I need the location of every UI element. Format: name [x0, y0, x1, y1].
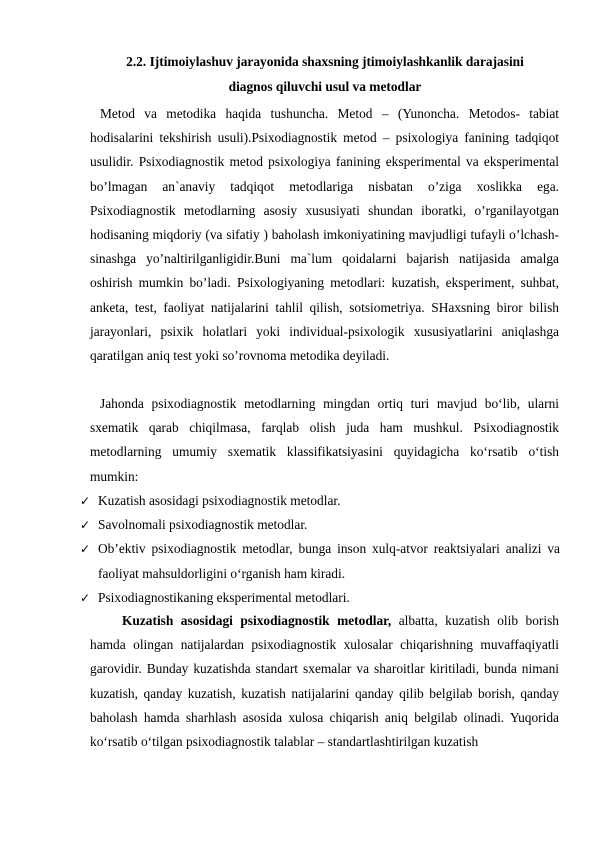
- list-item: ✓ Savolnomali psixodiagnostik metodlar.: [80, 513, 560, 537]
- section-heading-line-2: diagnos qiluvchi usul va metodlar: [228, 79, 422, 94]
- section-heading-line-1: 2.2. Ijtimoiylashuv jarayonida shaxsning jtimoiylashkanlik darajasini: [126, 54, 524, 69]
- checkmark-icon: ✓: [80, 494, 91, 508]
- list-item: ✓ Kuzatish asosidagi psixodiagnostik metodlar.: [80, 489, 560, 513]
- paragraph-text: albatta, kuzatish olib borish hamda olingan natijalardan psixodiagnostik xulosalar chiqarishning muvaffaqiyatli garovidir. Bunday kuzatishda standart sxemalar va sharoitlar kiritiladi, bunda nimani kuzatish, qanday kuzatish, kuzatish natijalarini qanday qilib belgilab borish, qanday baholash hamda sharhlash asosida xulosa chiqarish aniq belgilab olinadi. Yuqorida ko‘rsatib o‘tilgan psixodiagnostik talablar – standartlashtirilgan kuzatish: [90, 613, 559, 750]
- list-item: ✓ Ob’ektiv psixodiagnostik metodlar, bunga inson xulq-atvor reaktsiyalari analizi va faoliyat mahsuldorligini o‘rganish ham kiradi.: [80, 537, 560, 585]
- method-types-list: [80, 489, 560, 610]
- list-item: ✓ Psixodiagnostikaning eksperimental metodlari.: [80, 586, 560, 610]
- checkmark-icon: ✓: [80, 518, 91, 533]
- paragraph-text: Jahonda psixodiagnostik metodlarning mingdan ortiq turi mavjud bo‘lib, ularni sxematik qarab chiqilmasa, farqlab olish juda ham mushkul. Psixodiagnostik metodlarning umumiy sxematik klassifikatsiyasini quyidagicha ko‘rsatib o‘tish mumkin:: [90, 396, 559, 484]
- paragraph-classification-intro: [90, 392, 559, 489]
- checkmark-icon: ✓: [80, 542, 91, 557]
- checkmark-icon: ✓: [80, 590, 91, 605]
- bold-lead-term: Kuzatish asosidagi psixodiagnostik metodlar,: [122, 613, 392, 628]
- paragraph-text: Metod va metodika haqida tushuncha. Metod – (Yunoncha. Metodos- tabiat hodisalarini tekshirish usuli).Psixodiagnostik metod – psixologiya fanining tadqiqot usulidir. Psixodiagnostik metod psixologiya fanining eksperimental va eksperimental bo’lmagan an`anaviy tadqiqot metodlariga nisbatan o’ziga xoslikka ega. Psixodiagnostik metodlarning asosiy xususiyati shundan iboratki, o’rganilayotgan hodisaning miqdoriy (va sifatiy ) baholash imkoniyatining mavjudligi tufayli o’lchash-sinashga yo’naltirilganligidir.Buni ma`lum qoidalarni bajarish natijasida amalga oshirish mumkin bo’ladi. Psixologiyaning metodlari: kuzatish, eksperiment, suhbat, anketa, test, faoliyat natijalarini tahlil qilish, sotsiometriya. SHaxsning biror bilish jarayonlari, psixik holatlari yoki individual-psixologik xususiyatlarini aniqlashga qaratilgan aniq test yoki so’rovnoma metodika deyiladi.: [90, 106, 559, 364]
- paragraph-observation-methods: [90, 609, 559, 754]
- paragraph-method-definition: [90, 102, 559, 368]
